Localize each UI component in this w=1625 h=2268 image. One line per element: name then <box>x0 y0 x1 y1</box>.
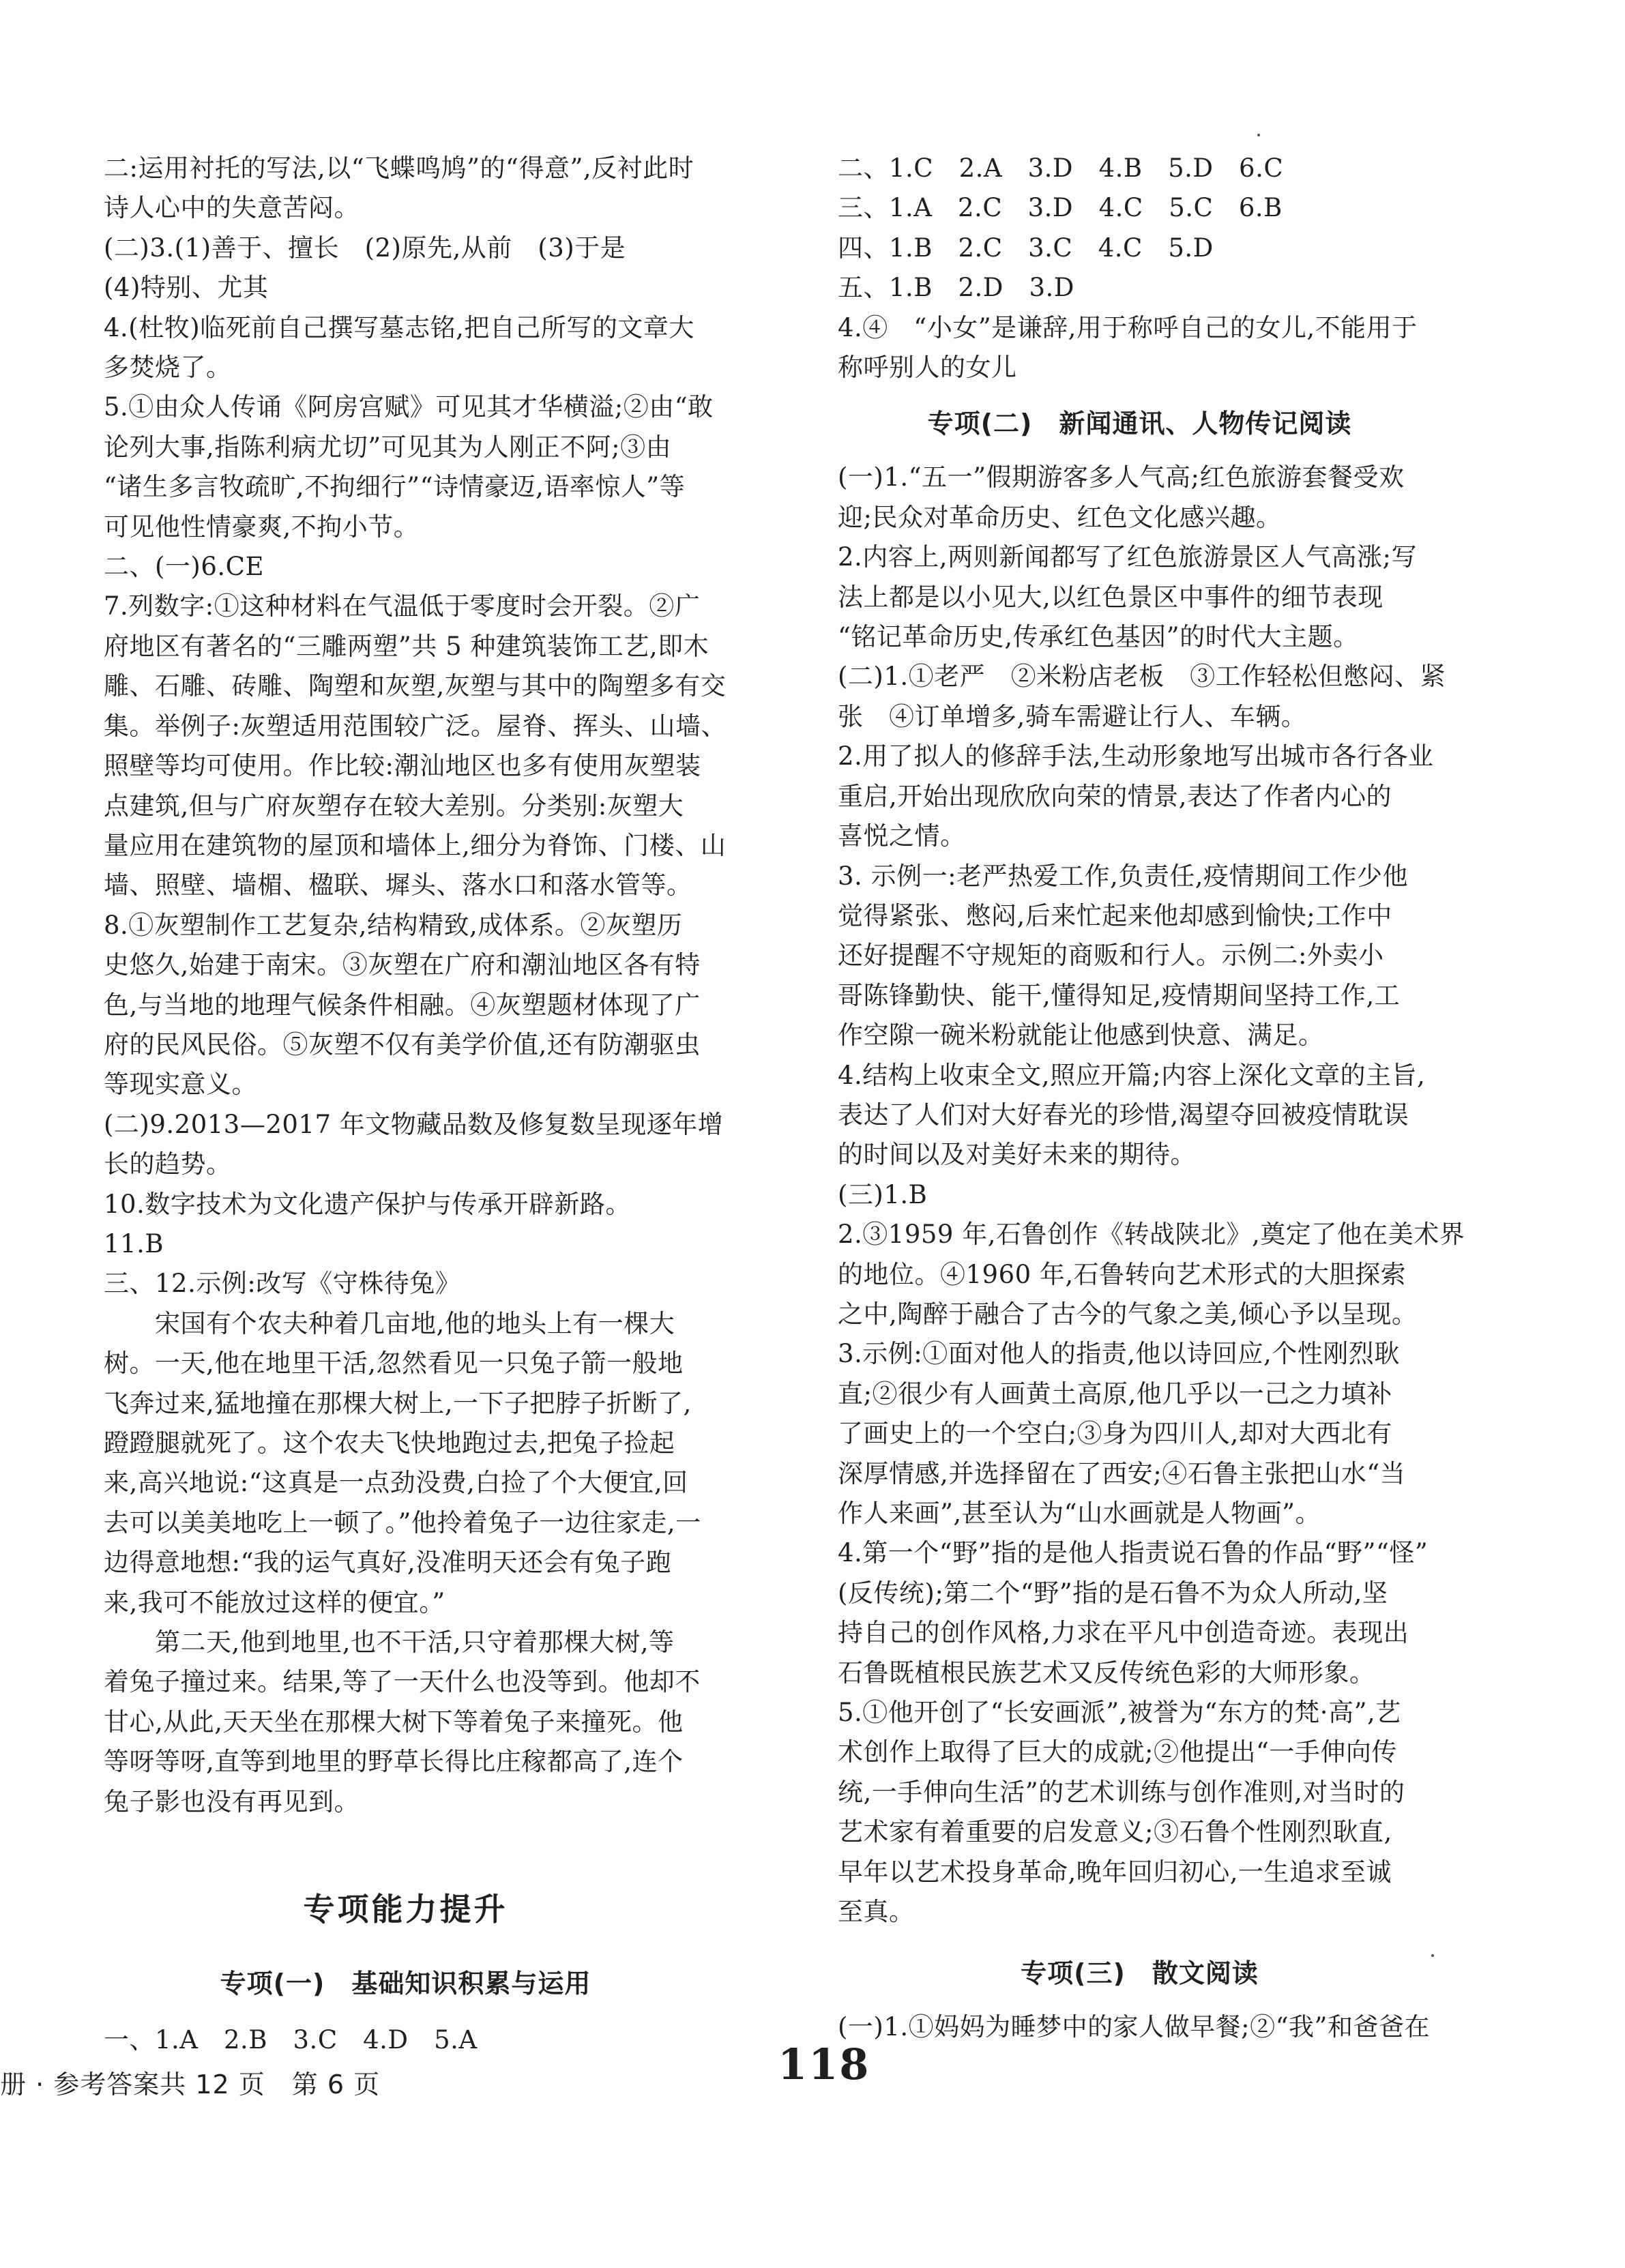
answer-line: 10.数字技术为文化遗产保护与传承开辟新路。 <box>104 1189 631 1219</box>
right-last-line-wrap <box>838 2007 1441 2047</box>
answer-line: 直;②很少有人画黄土高原,他几乎以一己之力填补 <box>838 1379 1392 1409</box>
answer-line: 来,我可不能放过这样的便宜。” <box>104 1587 445 1617</box>
scan-speck <box>1431 1954 1434 1957</box>
left-column <box>104 149 727 2060</box>
answer-line: 论列大事,指陈利病尤切”可见其为人刚正不阿;③由 <box>104 432 672 462</box>
answer-line: 四、1.B 2.C 3.C 4.C 5.D <box>838 233 1214 263</box>
answer-line: “铭记革命历史,传承红色基因”的时代大主题。 <box>838 622 1359 652</box>
answer-line: 4.④ “小女”是谦辞,用于称呼自己的女儿,不能用于 <box>838 312 1418 342</box>
left-last-line-wrap <box>104 2020 707 2060</box>
answer-line: 的时间以及对美好未来的期待。 <box>838 1140 1196 1170</box>
page-number: 118 <box>778 2039 870 2089</box>
right-column <box>838 149 1465 2048</box>
answer-line: 甘心,从此,天天坐在那棵大树下等着兔子来撞死。他 <box>104 1707 684 1737</box>
answer-line: 等呀等呀,直等到地里的野草长得比庄稼都高了,连个 <box>104 1747 684 1777</box>
answer-line: 府地区有著名的“三雕两塑”共 5 种建筑装饰工艺,即木 <box>104 631 709 661</box>
subsection-1-title: 专项(一) 基础知识积累与运用 <box>220 1969 591 1999</box>
answer-line: 色,与当地的地理气候条件相融。④灰塑题材体现了广 <box>104 990 701 1020</box>
answer-line: (二)3.(1)善于、擅长 (2)原先,从前 (3)于是 <box>104 233 626 263</box>
answer-line: 等现实意义。 <box>104 1070 257 1100</box>
answer-line: 4.第一个“野”指的是他人指责说石鲁的作品“野”“怪” <box>838 1538 1429 1568</box>
answer-line: 法上都是以小见大,以红色景区中事件的细节表现 <box>838 582 1384 612</box>
answer-line: 二、1.C 2.A 3.D 4.B 5.D 6.C <box>838 153 1284 183</box>
answer-line: 五、1.B 2.D 3.D <box>838 273 1074 303</box>
left-answer-lines <box>104 149 727 1822</box>
answer-line: 诗人心中的失意苦闷。 <box>104 193 360 223</box>
answer-line: 照壁等均可使用。作比较:潮汕地区也多有使用灰塑装 <box>104 751 701 781</box>
answer-line: 量应用在建筑物的屋顶和墙体上,细分为脊饰、门楼、山 <box>104 830 727 860</box>
answer-line: 可见他性情豪爽,不拘小节。 <box>104 512 420 542</box>
answer-line: 雕、石雕、砖雕、陶塑和灰塑,灰塑与其中的陶塑多有交 <box>104 671 727 701</box>
answer-line: 集。举例子:灰塑适用范围较广泛。屋脊、挥头、山墙、 <box>104 711 727 741</box>
answer-line: 三、1.A 2.C 3.D 4.C 5.C 6.B <box>838 193 1283 223</box>
answer-line: 兔子影也没有再见到。 <box>104 1786 360 1816</box>
answer-line: (一)1.“五一”假期游客多人气高;红色旅游套餐受欢 <box>838 462 1405 492</box>
answer-line: 着兔子撞过来。结果,等了一天什么也没等到。他却不 <box>104 1667 701 1697</box>
answer-line: 蹬蹬腿就死了。这个农夫飞快地跑过去,把兔子捡起 <box>104 1428 675 1458</box>
answer-line: (三)1.B <box>838 1179 928 1209</box>
answer-line: 5.①由众人传诵《阿房宫赋》可见其才华横溢;②由“敢 <box>104 392 714 422</box>
answer-line: 5.①他开创了“长安画派”,被誉为“东方的梵·高”,艺 <box>838 1698 1401 1728</box>
answer-line: 来,高兴地说:“这真是一点劲没费,白捡了个大便宜,回 <box>104 1468 688 1498</box>
answer-line: (4)特别、尤其 <box>104 273 269 303</box>
section-title: 专项能力提升 <box>303 1891 508 1928</box>
answer-line: 史悠久,始建于南宋。③灰塑在广府和潮汕地区各有特 <box>104 950 701 980</box>
answer-line: 7.列数字:①这种材料在气温低于零度时会开裂。②广 <box>104 591 701 621</box>
subsection-2-title: 专项(二) 新闻通讯、人物传记阅读 <box>927 409 1352 439</box>
answer-line: 喜悦之情。 <box>838 821 966 851</box>
answer-line: 迎;民众对革命历史、红色文化感兴趣。 <box>838 502 1282 532</box>
answer-line: 宋国有个农夫种着几亩地,他的地头上有一棵大 <box>104 1308 675 1338</box>
answer-line: 作人来画”,甚至认为“山水画就是人物画”。 <box>838 1499 1321 1528</box>
answer-line: 石鲁既植根民族艺术又反传统色彩的大师形象。 <box>838 1658 1375 1688</box>
answer-line: 张 ④订单增多,骑车需避让行人、车辆。 <box>838 701 1307 731</box>
answer-line: 早年以艺术投身革命,晚年回归初心,一生追求至诚 <box>838 1857 1392 1887</box>
answer-line: 2.用了拟人的修辞手法,生动形象地写出城市各行各业 <box>838 741 1434 771</box>
answer-line: 统,一手伸向生活”的艺术训练与创作准则,对当时的 <box>838 1777 1405 1807</box>
answer-line: 了画史上的一个空白;③身为四川人,却对大西北有 <box>838 1419 1392 1449</box>
answer-line: 三、12.示例:改写《守株待兔》 <box>104 1269 461 1299</box>
answer-line: 树。一天,他在地里干活,忽然看见一只兔子箭一般地 <box>104 1349 684 1379</box>
answer-line: 2.内容上,两则新闻都写了红色旅游景区人气高涨;写 <box>838 542 1418 572</box>
answer-line: 术创作上取得了巨大的成就;②他提出“一手伸向传 <box>838 1737 1397 1767</box>
answer-line: 墙、照壁、墙楣、楹联、墀头、落水口和落水管等。 <box>104 870 692 900</box>
answer-line: 府的民风民俗。⑤灰塑不仅有美学价值,还有防潮驱虫 <box>104 1029 701 1059</box>
answer-line: 长的趋势。 <box>104 1149 232 1179</box>
answer-line: 的地位。④1960 年,石鲁转向艺术形式的大胆探索 <box>838 1259 1407 1289</box>
answer-line: (反传统);第二个“野”指的是石鲁不为众人所动,坚 <box>838 1578 1388 1608</box>
answer-line: 表达了人们对大好春光的珍惜,渴望夺回被疫情耽误 <box>838 1100 1409 1130</box>
answer-line: 3. 示例一:老严热爱工作,负责任,疫情期间工作少他 <box>838 861 1409 891</box>
answer-line: 8.①灰塑制作工艺复杂,结构精致,成体系。②灰塑历 <box>104 910 683 940</box>
answer-line: 重启,开始出现欣欣向荣的情景,表达了作者内心的 <box>838 781 1392 811</box>
answer-line: 第二天,他到地里,也不干活,只守着那棵大树,等 <box>104 1628 675 1658</box>
answer-line: 11.B <box>104 1228 164 1258</box>
answer-line: (二)1.①老严 ②米粉店老板 ③工作轻松但憋闷、紧 <box>838 662 1446 692</box>
right-answer-lines-top <box>838 149 1441 387</box>
answer-line: 3.示例:①面对他人的指责,他以诗回应,个性刚烈耿 <box>838 1339 1400 1369</box>
footer-page-info: 册 · 参考答案共 12 页 第 6 页 <box>0 2070 381 2100</box>
answer-line: 4.(杜牧)临死前自己撰写墓志铭,把自己所写的文章大 <box>104 312 694 342</box>
answer-line: (一)1.①妈妈为睡梦中的家人做早餐;②“我”和爸爸在 <box>838 2012 1430 2042</box>
answer-line: 多焚烧了。 <box>104 353 232 383</box>
answer-line: 4.结构上收束全文,照应开篇;内容上深化文章的主旨, <box>838 1060 1426 1090</box>
answer-line: 作空隙一碗米粉就能让他感到快意、满足。 <box>838 1020 1324 1050</box>
answer-line: 觉得紧张、憋闷,后来忙起来他却感到愉快;工作中 <box>838 900 1392 930</box>
answer-line: 还好提醒不守规矩的商贩和行人。示例二:外卖小 <box>838 941 1384 971</box>
answer-line: 至真。 <box>838 1897 915 1927</box>
answer-line: 去可以美美地吃上一顿了。”他拎着兔子一边往家走,一 <box>104 1507 701 1537</box>
subsection-3-title: 专项(三) 散文阅读 <box>1021 1958 1259 1989</box>
answer-line: 二、(一)6.CE <box>104 552 264 582</box>
answer-line: 一、1.A 2.B 3.C 4.D 5.A <box>104 2025 478 2055</box>
answer-line: 称呼别人的女儿 <box>838 353 1017 383</box>
answer-line: 点建筑,但与广府灰塑存在较大差别。分类别:灰塑大 <box>104 791 684 821</box>
answer-line: 边得意地想:“我的运气真好,没准明天还会有兔子跑 <box>104 1548 672 1578</box>
answer-line: 之中,陶醉于融合了古今的气象之美,倾心予以呈现。 <box>838 1299 1418 1329</box>
answer-line: 飞奔过来,猛地撞在那棵大树上,一下子把脖子折断了, <box>104 1388 692 1418</box>
right-answer-lines-mid <box>838 458 1465 1932</box>
answer-line: 持自己的创作风格,力求在平凡中创造奇迹。表现出 <box>838 1618 1409 1648</box>
answer-line: 2.③1959 年,石鲁创作《转战陕北》,奠定了他在美术界 <box>838 1220 1465 1250</box>
answer-line: “诸生多言牧疏旷,不拘细行”“诗情豪迈,语率惊人”等 <box>104 472 686 502</box>
answer-line: 哥陈锋勤快、能干,懂得知足,疫情期间坚持工作,工 <box>838 980 1401 1010</box>
answer-line: (二)9.2013—2017 年文物藏品数及修复数呈现逐年增 <box>104 1109 724 1139</box>
answer-line: 二:运用衬托的写法,以“飞蝶鸣鸠”的“得意”,反衬此时 <box>104 153 694 183</box>
answer-line: 深厚情感,并选择留在了西安;④石鲁主张把山水“当 <box>838 1458 1406 1488</box>
scan-speck <box>1257 134 1260 136</box>
answer-line: 艺术家有着重要的启发意义;③石鲁个性刚烈耿直, <box>838 1817 1392 1847</box>
